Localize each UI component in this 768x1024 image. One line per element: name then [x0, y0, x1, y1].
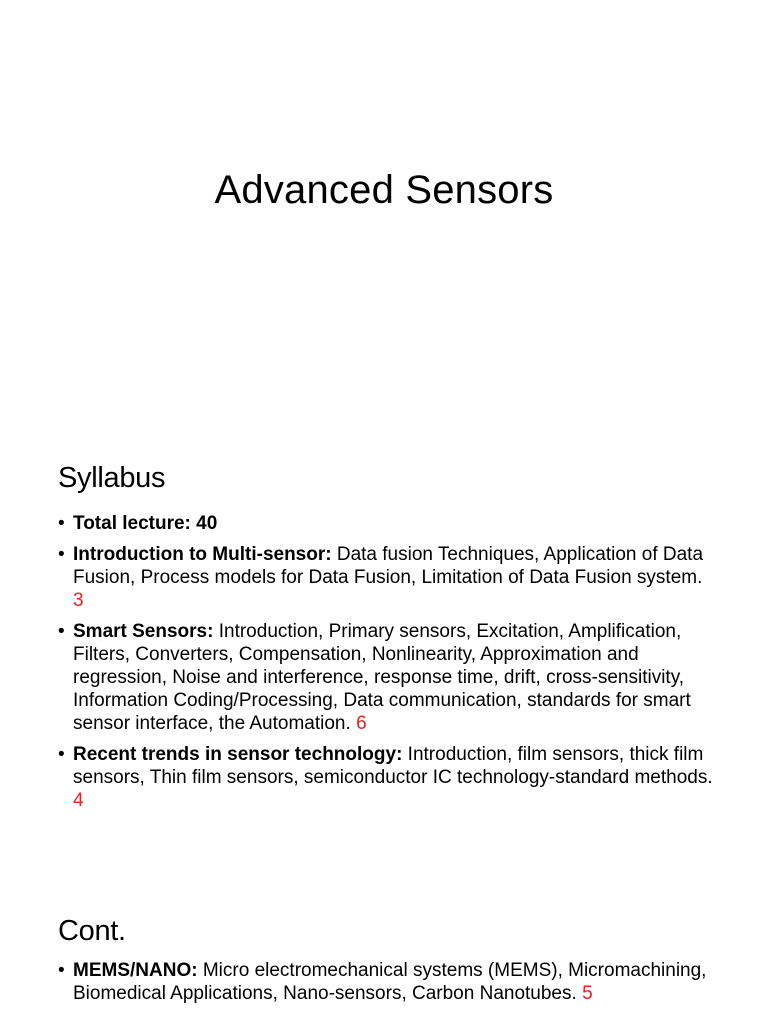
slide-title — [0, 0, 768, 440]
bullet-icon: • — [58, 960, 65, 981]
bullet-text: Introduction, film sensors, thick film sensors, Thin film sensors, semiconductor IC technology-standard methods. — [73, 744, 713, 788]
lecture-hours: 3 — [73, 590, 84, 611]
bullet-icon: • — [58, 621, 65, 642]
bullet-icon: • — [58, 513, 65, 534]
bullet-item — [58, 620, 718, 735]
bullet-term: Smart Sensors: — [73, 621, 214, 642]
bullet-text: Introduction, Primary sensors, Excitation, Amplification, Filters, Converters, Compensation, Nonlinearity, Approximation and regression, Noise and interference, response time, drift, cross-sensitivity, Information Coding/Processing, Data communication, standards for smart sensor interface, the Automation. — [73, 621, 691, 734]
bullet-item — [58, 512, 718, 535]
bullet-item — [58, 543, 718, 612]
bullet-text: Micro electromechanical systems (MEMS), Micromachining, Biomedical Applications, Nano-sensors, Carbon Nanotubes. — [73, 960, 707, 1004]
bullet-term: Introduction to Multi-sensor: — [73, 544, 332, 565]
lecture-hours: 5 — [582, 983, 593, 1004]
lecture-hours: 6 — [356, 713, 367, 734]
bullet-term: MEMS/NANO: — [73, 960, 198, 981]
bullet-list — [58, 512, 718, 820]
bullet-term: Recent trends in sensor technology: — [73, 744, 403, 765]
bullet-list — [58, 959, 718, 1013]
bullet-item — [58, 743, 718, 812]
presentation-title: Advanced Sensors — [214, 168, 554, 212]
slide-heading: Cont. — [58, 915, 126, 947]
bullet-icon: • — [58, 744, 65, 765]
slide-heading: Syllabus — [58, 462, 166, 494]
lecture-hours: 4 — [73, 790, 84, 811]
bullet-text: Data fusion Techniques, Application of Data Fusion, Process models for Data Fusion, Limitation of Data Fusion system. — [73, 544, 704, 588]
slide-continued — [0, 880, 768, 1024]
bullet-icon: • — [58, 544, 65, 565]
bullet-term: Total lecture: 40 — [73, 513, 218, 534]
bullet-item — [58, 959, 718, 1005]
slide-syllabus — [0, 440, 768, 880]
